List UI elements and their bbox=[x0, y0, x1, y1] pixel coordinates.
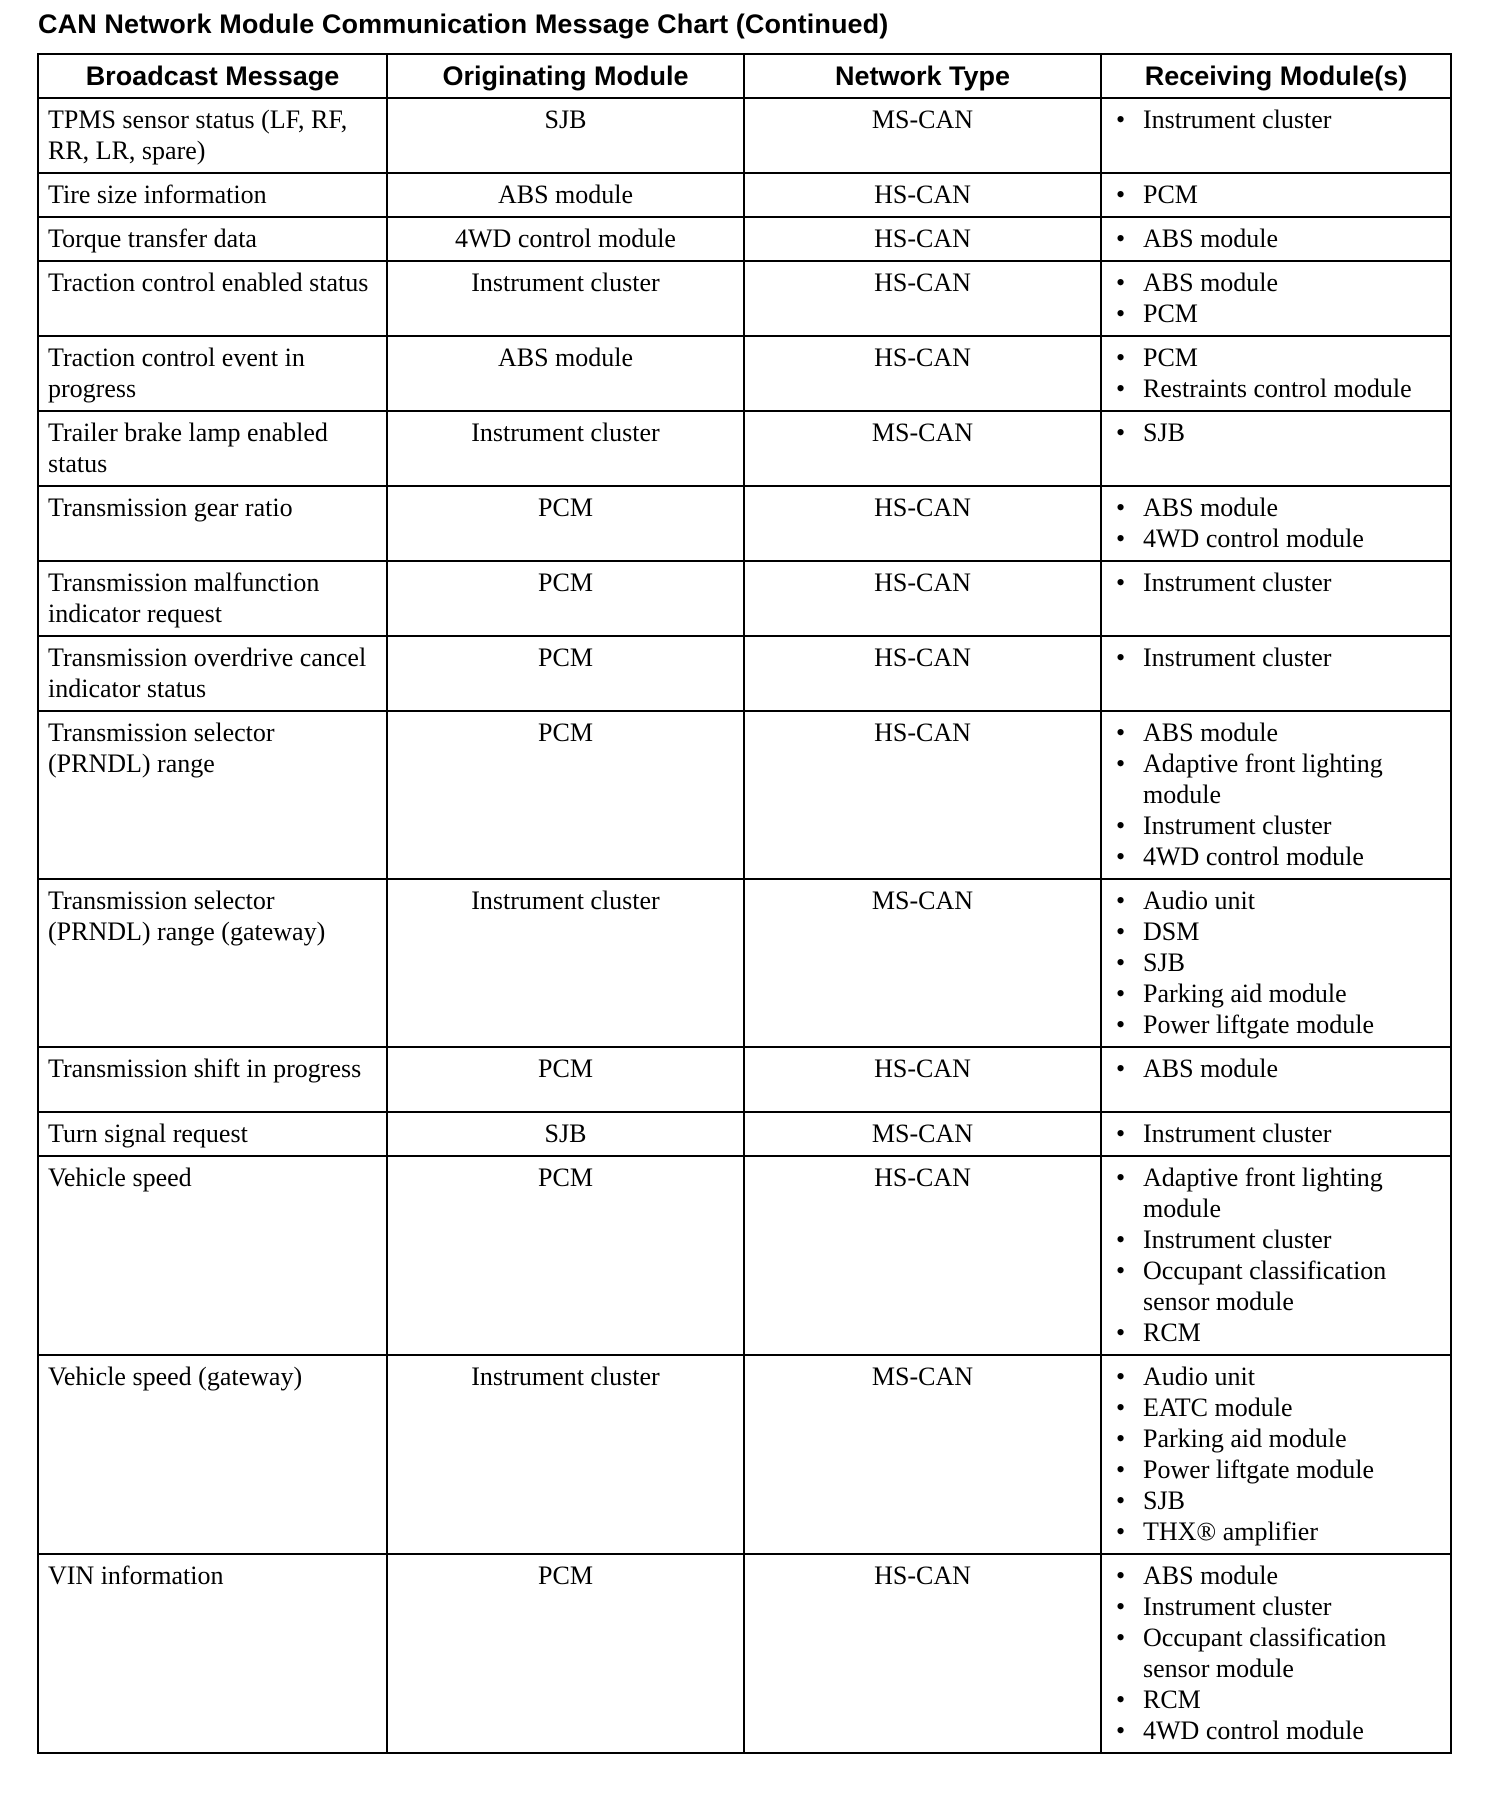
receiving-module-item: • Power liftgate module bbox=[1115, 1454, 1444, 1485]
receiving-module-item: • Power liftgate module bbox=[1115, 1009, 1444, 1040]
receiving-module-item: • Audio unit bbox=[1115, 1361, 1444, 1392]
receiving-modules-cell bbox=[1101, 711, 1451, 879]
receiving-modules-list bbox=[1115, 223, 1444, 254]
broadcast-message-cell: Torque transfer data bbox=[38, 217, 387, 261]
broadcast-message-cell: TPMS sensor status (LF, RF, RR, LR, spare) bbox=[38, 98, 387, 173]
table-body bbox=[38, 98, 1451, 1753]
receiving-module-item: • Instrument cluster bbox=[1115, 1118, 1444, 1149]
network-type-cell: MS-CAN bbox=[744, 879, 1101, 1047]
originating-module-cell: SJB bbox=[387, 98, 744, 173]
receiving-module-item: • Instrument cluster bbox=[1115, 1591, 1444, 1622]
broadcast-message-cell: Transmission malfunction indicator request bbox=[38, 561, 387, 636]
receiving-module-item: • ABS module bbox=[1115, 223, 1444, 254]
receiving-module-item: • Adaptive front lighting module bbox=[1115, 748, 1444, 810]
receiving-module-item: • Audio unit bbox=[1115, 885, 1444, 916]
broadcast-message-cell: Traction control enabled status bbox=[38, 261, 387, 336]
network-type-cell: HS-CAN bbox=[744, 1554, 1101, 1753]
receiving-modules-cell bbox=[1101, 486, 1451, 561]
receiving-module-item: • 4WD control module bbox=[1115, 841, 1444, 872]
network-type-cell: HS-CAN bbox=[744, 261, 1101, 336]
receiving-module-item: • 4WD control module bbox=[1115, 1715, 1444, 1746]
receiving-modules-list bbox=[1115, 492, 1444, 554]
table-row bbox=[38, 711, 1451, 879]
network-type-cell: HS-CAN bbox=[744, 561, 1101, 636]
table-row bbox=[38, 1355, 1451, 1554]
receiving-modules-cell bbox=[1101, 1554, 1451, 1753]
originating-module-cell: Instrument cluster bbox=[387, 879, 744, 1047]
originating-module-cell: ABS module bbox=[387, 336, 744, 411]
originating-module-cell: PCM bbox=[387, 711, 744, 879]
receiving-modules-list bbox=[1115, 1361, 1444, 1547]
receiving-modules-list bbox=[1115, 717, 1444, 872]
column-header-originating-module: Originating Module bbox=[387, 54, 744, 98]
receiving-modules-list bbox=[1115, 1053, 1444, 1084]
receiving-modules-cell bbox=[1101, 411, 1451, 486]
receiving-module-item: • PCM bbox=[1115, 342, 1444, 373]
table-row bbox=[38, 217, 1451, 261]
receiving-modules-cell bbox=[1101, 1112, 1451, 1156]
receiving-modules-cell bbox=[1101, 636, 1451, 711]
receiving-module-item: • SJB bbox=[1115, 417, 1444, 448]
table-row bbox=[38, 879, 1451, 1047]
broadcast-message-cell: Transmission selector (PRNDL) range (gateway) bbox=[38, 879, 387, 1047]
broadcast-message-cell: Transmission gear ratio bbox=[38, 486, 387, 561]
broadcast-message-cell: Vehicle speed (gateway) bbox=[38, 1355, 387, 1554]
broadcast-message-cell: Traction control event in progress bbox=[38, 336, 387, 411]
receiving-module-item: • ABS module bbox=[1115, 1053, 1444, 1084]
table-row bbox=[38, 1156, 1451, 1355]
originating-module-cell: Instrument cluster bbox=[387, 261, 744, 336]
network-type-cell: MS-CAN bbox=[744, 411, 1101, 486]
network-type-cell: HS-CAN bbox=[744, 217, 1101, 261]
receiving-modules-list bbox=[1115, 267, 1444, 329]
table-row bbox=[38, 173, 1451, 217]
receiving-module-item: • Instrument cluster bbox=[1115, 104, 1444, 135]
receiving-module-item: • RCM bbox=[1115, 1317, 1444, 1348]
receiving-module-item: • PCM bbox=[1115, 179, 1444, 210]
receiving-modules-list bbox=[1115, 417, 1444, 448]
receiving-module-item: • Instrument cluster bbox=[1115, 810, 1444, 841]
receiving-modules-list bbox=[1115, 104, 1444, 135]
receiving-module-item: • Adaptive front lighting module bbox=[1115, 1162, 1444, 1224]
column-header-broadcast-message: Broadcast Message bbox=[38, 54, 387, 98]
receiving-module-item: • ABS module bbox=[1115, 492, 1444, 523]
table-row bbox=[38, 336, 1451, 411]
originating-module-cell: PCM bbox=[387, 1554, 744, 1753]
receiving-modules-cell bbox=[1101, 561, 1451, 636]
receiving-modules-list bbox=[1115, 642, 1444, 673]
broadcast-message-cell: Transmission shift in progress bbox=[38, 1047, 387, 1112]
receiving-module-item: • Instrument cluster bbox=[1115, 567, 1444, 598]
table-row bbox=[38, 98, 1451, 173]
network-type-cell: HS-CAN bbox=[744, 486, 1101, 561]
receiving-modules-list bbox=[1115, 342, 1444, 404]
table-row bbox=[38, 1554, 1451, 1753]
originating-module-cell: PCM bbox=[387, 486, 744, 561]
column-header-network-type: Network Type bbox=[744, 54, 1101, 98]
network-type-cell: HS-CAN bbox=[744, 711, 1101, 879]
network-type-cell: HS-CAN bbox=[744, 1047, 1101, 1112]
receiving-modules-cell bbox=[1101, 217, 1451, 261]
broadcast-message-cell: Transmission selector (PRNDL) range bbox=[38, 711, 387, 879]
receiving-module-item: • Restraints control module bbox=[1115, 373, 1444, 404]
originating-module-cell: 4WD control module bbox=[387, 217, 744, 261]
receiving-module-item: • Occupant classification sensor module bbox=[1115, 1622, 1444, 1684]
receiving-modules-list bbox=[1115, 179, 1444, 210]
receiving-module-item: • 4WD control module bbox=[1115, 523, 1444, 554]
network-type-cell: HS-CAN bbox=[744, 636, 1101, 711]
network-type-cell: HS-CAN bbox=[744, 173, 1101, 217]
receiving-module-item: • Instrument cluster bbox=[1115, 642, 1444, 673]
originating-module-cell: ABS module bbox=[387, 173, 744, 217]
receiving-module-item: • PCM bbox=[1115, 298, 1444, 329]
table-row bbox=[38, 1112, 1451, 1156]
table-row bbox=[38, 1047, 1451, 1112]
receiving-module-item: • ABS module bbox=[1115, 1560, 1444, 1591]
receiving-module-item: • Parking aid module bbox=[1115, 1423, 1444, 1454]
receiving-modules-cell bbox=[1101, 98, 1451, 173]
receiving-modules-list bbox=[1115, 1560, 1444, 1746]
broadcast-message-cell: Trailer brake lamp enabled status bbox=[38, 411, 387, 486]
broadcast-message-cell: VIN information bbox=[38, 1554, 387, 1753]
table-row bbox=[38, 411, 1451, 486]
receiving-module-item: • DSM bbox=[1115, 916, 1444, 947]
network-type-cell: HS-CAN bbox=[744, 1156, 1101, 1355]
table-row bbox=[38, 561, 1451, 636]
originating-module-cell: SJB bbox=[387, 1112, 744, 1156]
table-header-row bbox=[38, 54, 1451, 98]
receiving-module-item: • THX® amplifier bbox=[1115, 1516, 1444, 1547]
receiving-modules-cell bbox=[1101, 1047, 1451, 1112]
receiving-module-item: • ABS module bbox=[1115, 717, 1444, 748]
receiving-module-item: • RCM bbox=[1115, 1684, 1444, 1715]
broadcast-message-cell: Transmission overdrive cancel indicator status bbox=[38, 636, 387, 711]
broadcast-message-cell: Turn signal request bbox=[38, 1112, 387, 1156]
column-header-receiving-modules: Receiving Module(s) bbox=[1101, 54, 1451, 98]
originating-module-cell: Instrument cluster bbox=[387, 411, 744, 486]
broadcast-message-cell: Tire size information bbox=[38, 173, 387, 217]
receiving-module-item: • Occupant classification sensor module bbox=[1115, 1255, 1444, 1317]
table-row bbox=[38, 636, 1451, 711]
originating-module-cell: Instrument cluster bbox=[387, 1355, 744, 1554]
receiving-modules-cell bbox=[1101, 173, 1451, 217]
originating-module-cell: PCM bbox=[387, 1156, 744, 1355]
originating-module-cell: PCM bbox=[387, 1047, 744, 1112]
receiving-modules-cell bbox=[1101, 1355, 1451, 1554]
receiving-module-item: • Parking aid module bbox=[1115, 978, 1444, 1009]
network-type-cell: MS-CAN bbox=[744, 1355, 1101, 1554]
network-type-cell: HS-CAN bbox=[744, 336, 1101, 411]
receiving-modules-list bbox=[1115, 1162, 1444, 1348]
receiving-modules-cell bbox=[1101, 336, 1451, 411]
network-type-cell: MS-CAN bbox=[744, 98, 1101, 173]
receiving-module-item: • SJB bbox=[1115, 947, 1444, 978]
broadcast-message-cell: Vehicle speed bbox=[38, 1156, 387, 1355]
receiving-module-item: • EATC module bbox=[1115, 1392, 1444, 1423]
receiving-modules-list bbox=[1115, 885, 1444, 1040]
receiving-modules-cell bbox=[1101, 1156, 1451, 1355]
page-title: CAN Network Module Communication Message Chart (Continued) bbox=[38, 9, 889, 39]
network-type-cell: MS-CAN bbox=[744, 1112, 1101, 1156]
originating-module-cell: PCM bbox=[387, 636, 744, 711]
receiving-modules-list bbox=[1115, 1118, 1444, 1149]
receiving-modules-cell bbox=[1101, 261, 1451, 336]
receiving-module-item: • Instrument cluster bbox=[1115, 1224, 1444, 1255]
originating-module-cell: PCM bbox=[387, 561, 744, 636]
message-chart-table bbox=[37, 53, 1452, 1754]
table-row bbox=[38, 261, 1451, 336]
table-row bbox=[38, 486, 1451, 561]
receiving-modules-list bbox=[1115, 567, 1444, 598]
receiving-modules-cell bbox=[1101, 879, 1451, 1047]
receiving-module-item: • ABS module bbox=[1115, 267, 1444, 298]
receiving-module-item: • SJB bbox=[1115, 1485, 1444, 1516]
